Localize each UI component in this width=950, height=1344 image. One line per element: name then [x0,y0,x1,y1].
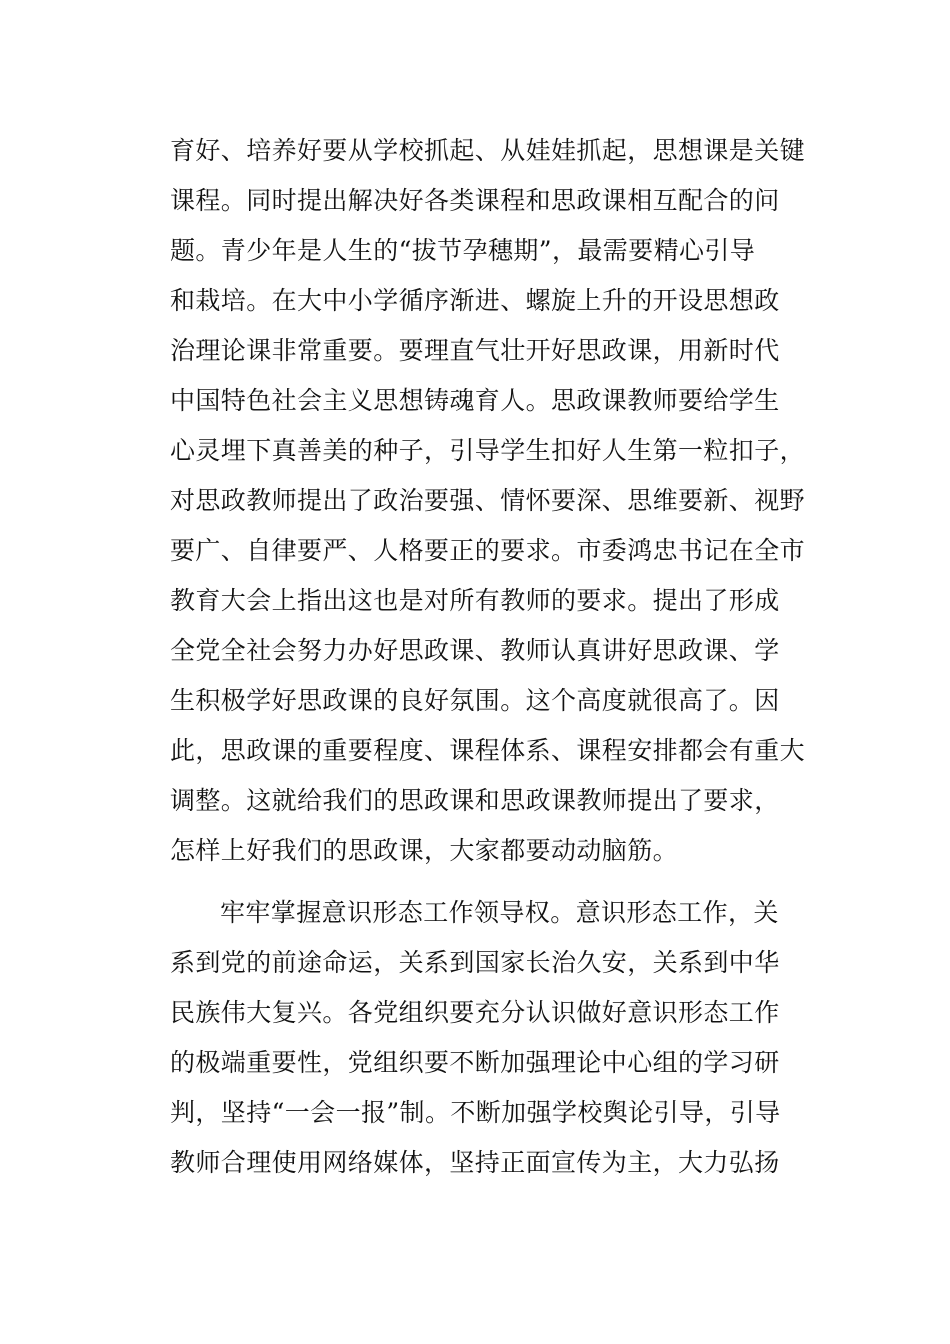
text-line: 对思政教师提出了政治要强、情怀要深、思维要新、视野 [170,486,806,515]
text-line: 心灵埋下真善美的种子，引导学生扣好人生第一粒扣子， [170,436,806,465]
text-line: 和栽培。在大中小学循序渐进、螺旋上升的开设思想政 [170,286,780,315]
text-line: 教育大会上指出这也是对所有教师的要求。提出了形成 [170,586,780,615]
text-line: 此，思政课的重要程度、课程体系、课程安排都会有重大 [170,736,806,765]
text-line: 民族伟大复兴。各党组织要充分认识做好意识形态工作 [170,998,780,1027]
text-line: 全党全社会努力办好思政课、教师认真讲好思政课、学 [170,636,780,665]
paragraph-ideology-work [170,888,810,1188]
text-line: 育好、培养好要从学校抓起、从娃娃抓起，思想课是关键 [170,136,806,165]
text-line: 教师合理使用网络媒体，坚持正面宣传为主，大力弘扬 [170,1148,780,1177]
text-line: 的极端重要性，党组织要不断加强理论中心组的学习研 [170,1048,780,1077]
text-line: 中国特色社会主义思想铸魂育人。思政课教师要给学生 [170,386,780,415]
text-line: 生积极学好思政课的良好氛围。这个高度就很高了。因 [170,686,780,715]
paragraph-continuation [170,126,810,876]
text-line: 课程。同时提出解决好各类课程和思政课相互配合的问 [170,186,780,215]
text-line: 要广、自律要严、人格要正的要求。市委鸿忠书记在全市 [170,536,806,565]
text-line: 题。青少年是人生的“拔节孕穗期”，最需要精心引导 [170,236,756,265]
text-line: 牢牢掌握意识形态工作领导权。意识形态工作，关 [220,898,779,927]
text-line: 调整。这就给我们的思政课和思政课教师提出了要求， [170,786,780,815]
text-line: 治理论课非常重要。要理直气壮开好思政课，用新时代 [170,336,780,365]
text-line: 判，坚持“一会一报”制。不断加强学校舆论引导，引导 [170,1098,781,1127]
text-line: 系到党的前途命运，关系到国家长治久安，关系到中华 [170,948,780,977]
text-line: 怎样上好我们的思政课，大家都要动动脑筋。 [170,836,679,865]
